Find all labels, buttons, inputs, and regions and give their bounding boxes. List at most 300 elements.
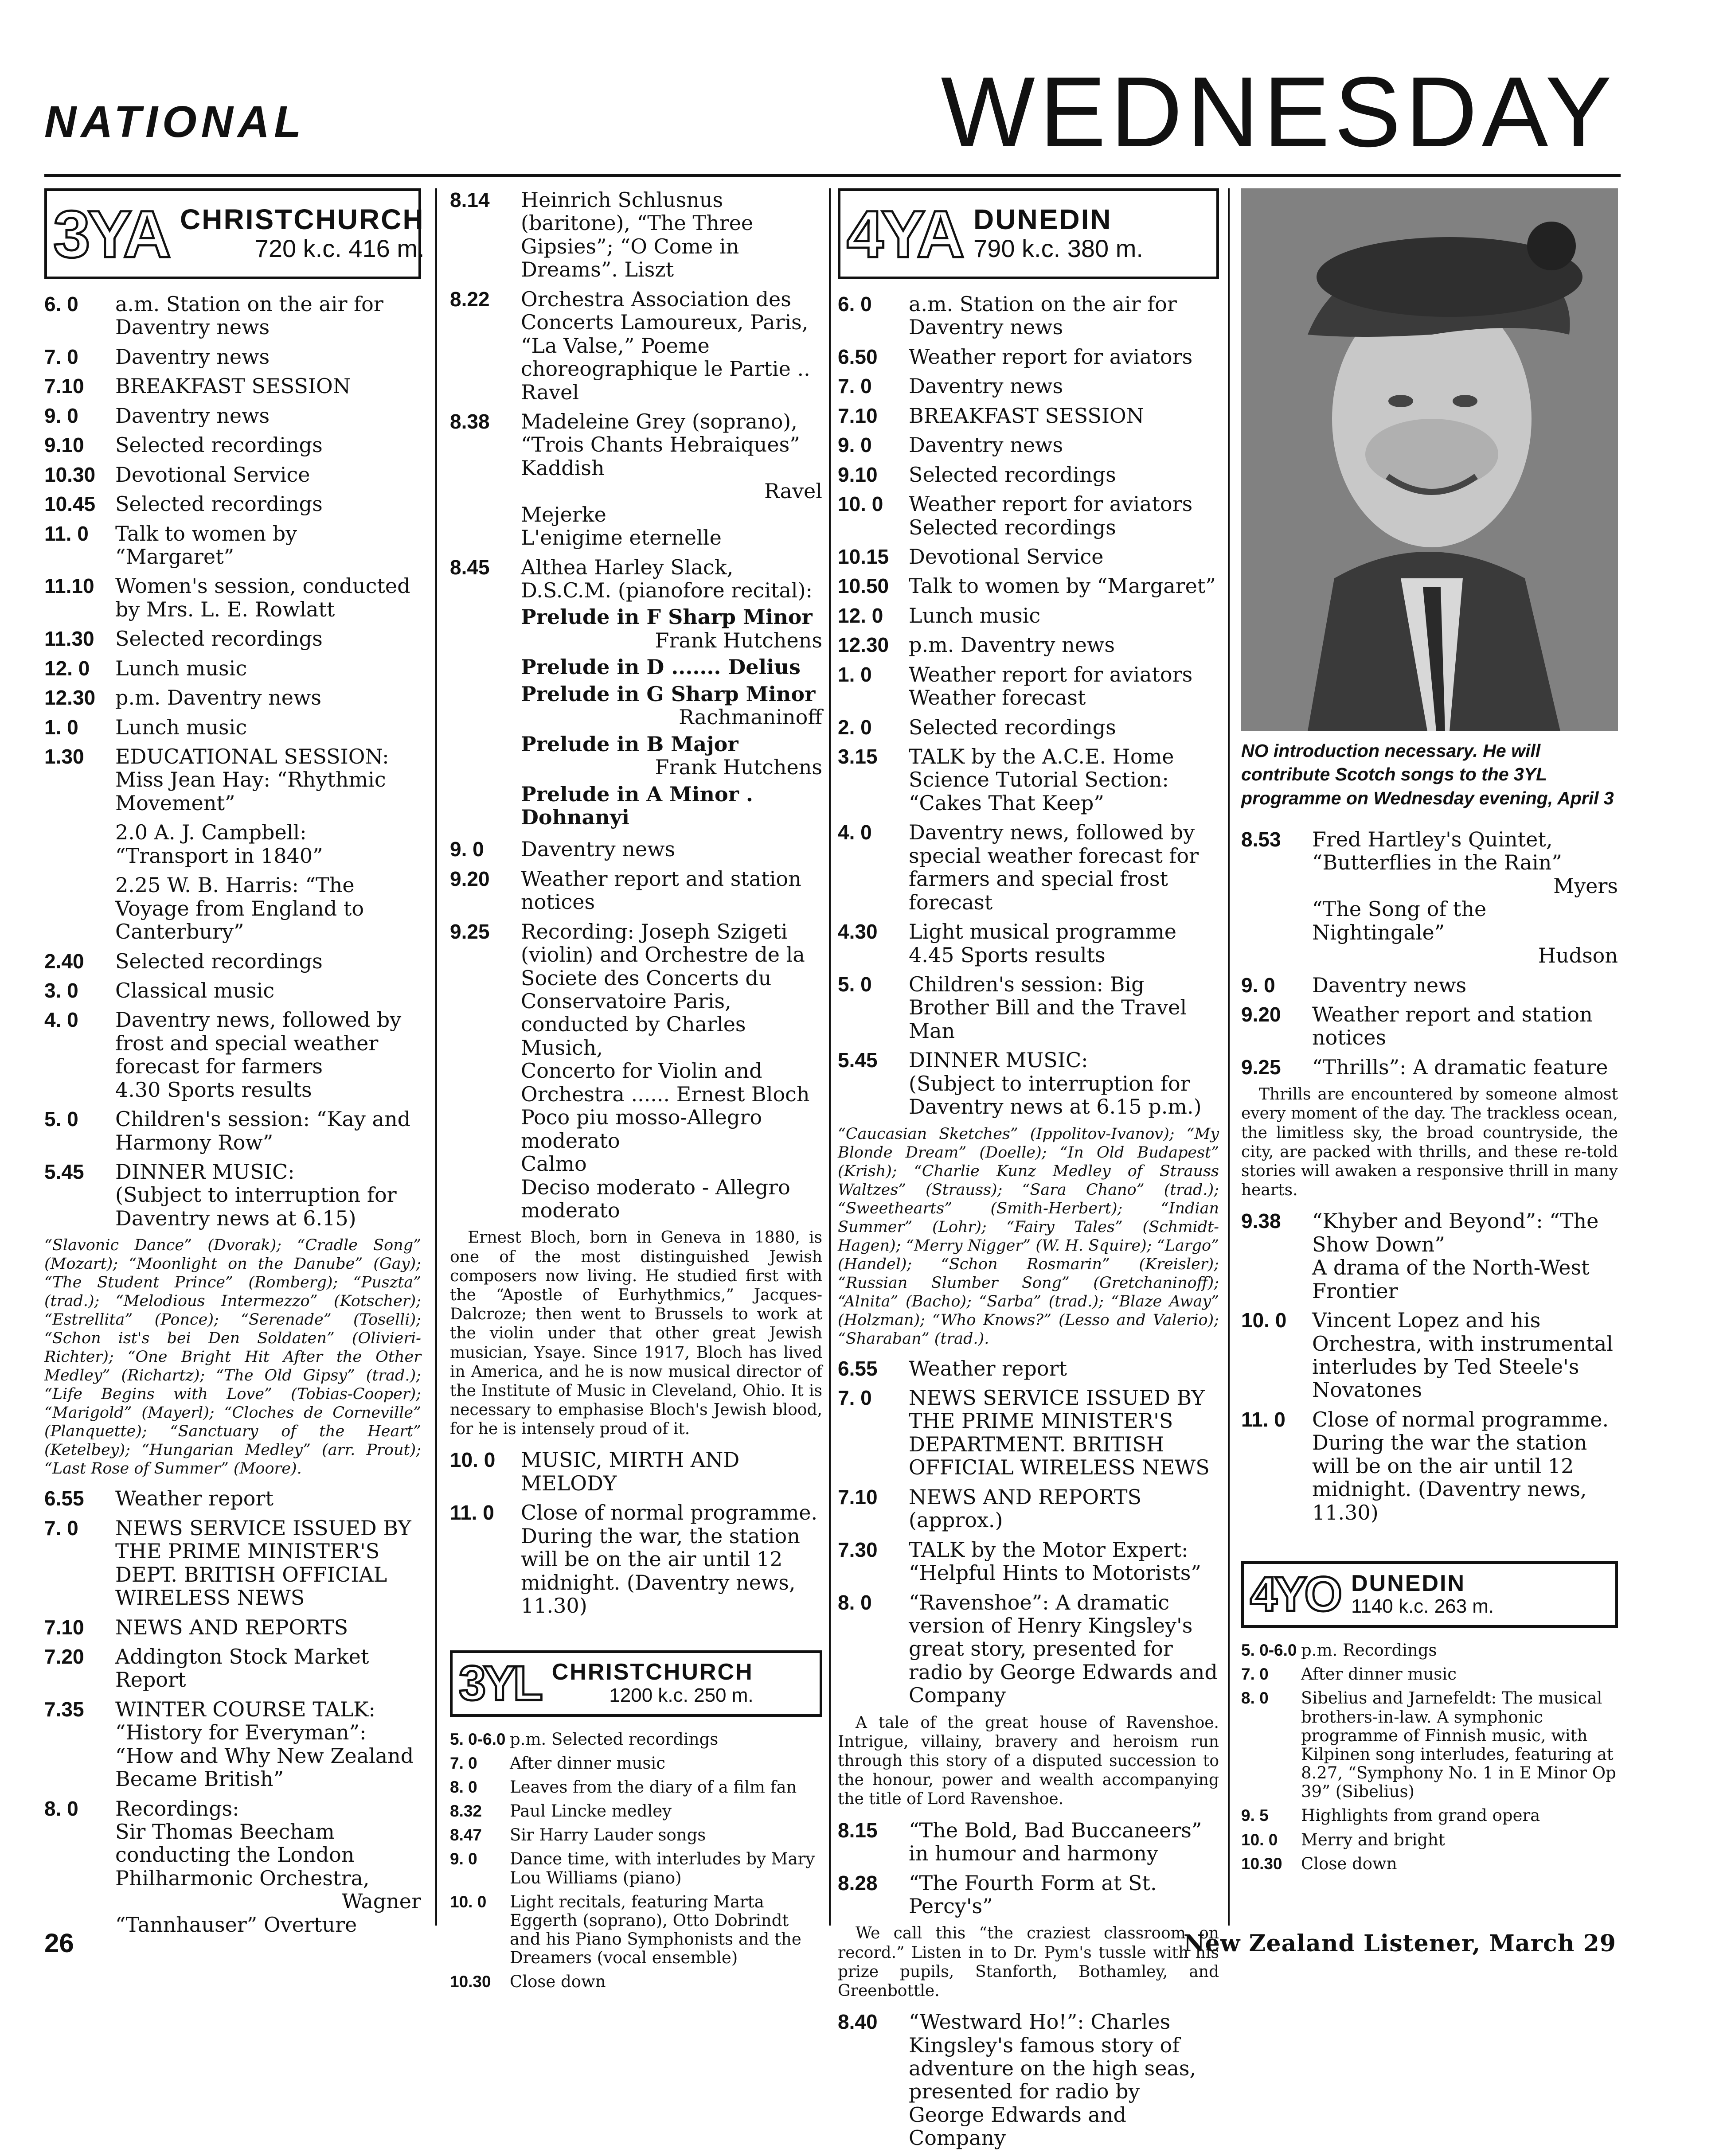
programme-item <box>44 1645 421 1692</box>
programme-description <box>909 1819 1219 1865</box>
programme-text: DINNER MUSIC: <box>115 1160 295 1184</box>
programme-item <box>450 838 822 861</box>
programme-time: 7.30 <box>838 1538 878 1561</box>
programme-description <box>1312 1408 1618 1524</box>
programme-text: Close of normal programme. During the war the station will be on the air until 12 midnight. (Daventry news, 11.30) <box>1312 1407 1609 1524</box>
programme-item <box>44 873 421 943</box>
programme-description <box>909 1485 1219 1532</box>
programme-item <box>450 867 822 914</box>
programme-text: After dinner music <box>510 1753 665 1773</box>
prelude-name: Prelude in G Sharp Minor <box>521 682 816 706</box>
ravenshoe-paragraph: A tale of the great house of Ravenshoe. Intrigue, villainy, bravery and heroism run through this story of a disputed succession to the honour, power and wealth accompanying the title of Lord Ravenshoe. <box>838 1713 1219 1809</box>
header-rule <box>44 174 1621 177</box>
programme-time: 10. 0 <box>1241 1309 1287 1332</box>
programme-time: 12.30 <box>838 633 889 657</box>
programme-item <box>450 920 822 1222</box>
bloch-paragraph: Ernest Bloch, born in Geneva in 1880, is one of the most distinguished Jewish composers now living. He studied first with the “Apostle of Eurhythmics,” Jacques-Dalcroze; then went to Brussels to work at the violin under that other great Jewish musician, Ysaye. Since 1917, Bloch has lived in America, and he is now musical director of the Institute of Music in Cleveland, Ohio. It is necessary to emphasise Bloch's Jewish blood, for he is intensely proud of it. <box>450 1228 822 1439</box>
programme-text: “The Bold, Bad Buccaneers” in humour and harmony <box>909 1818 1202 1866</box>
programme-text: Weather report <box>909 1356 1067 1380</box>
programme-time: 7. 0 <box>838 374 872 398</box>
programme-time: 6. 0 <box>838 292 872 316</box>
programme-time: 7.20 <box>44 1645 84 1668</box>
programme-time: 2.40 <box>44 949 84 973</box>
column-4ya <box>838 188 1219 2156</box>
programme-description <box>1312 1209 1618 1302</box>
programme-text: Madeleine Grey (soprano), “Trois Chants Hebraiques” <box>521 409 800 457</box>
programme-text: “Westward Ho!”: Charles Kingsley's famous story of adventure on the high seas, presented for radio by George Edwards and Company <box>909 2010 1196 2150</box>
prelude-name: Prelude in B Major <box>521 732 738 756</box>
programme-item <box>44 374 421 398</box>
programme-text: Close down <box>510 1972 606 1992</box>
programme-item <box>44 1160 421 1230</box>
programme-time: 11. 0 <box>44 522 89 545</box>
programme-text: After dinner music <box>1301 1665 1457 1684</box>
programme-time: 6.55 <box>838 1357 878 1380</box>
programme-time: 7. 0 <box>44 1516 78 1540</box>
programme-text: BREAKFAST SESSION <box>909 403 1144 428</box>
programme-description <box>909 663 1219 710</box>
programme-text: BREAKFAST SESSION <box>115 374 351 398</box>
programme-description <box>1301 1641 1618 1660</box>
programme-time: 8.40 <box>838 2010 878 2034</box>
column-3ya-evening <box>450 188 822 1997</box>
programme-time: 9.20 <box>1241 1002 1281 1026</box>
programme-time: 9. 0 <box>450 838 484 861</box>
programme-time: 10. 0 <box>1241 1830 1278 1849</box>
prelude-list <box>450 605 822 829</box>
programme-time: 9.38 <box>1241 1209 1281 1233</box>
programme-description <box>909 404 1219 427</box>
programme-text: Althea Harley Slack, D.S.C.M. (pianofore recital): <box>521 555 813 602</box>
programme-subline: Concerto for Violin and Orchestra ...... Ernest Bloch <box>521 1059 810 1106</box>
programme-item <box>44 686 421 709</box>
station-callsign: 3YA <box>53 196 169 271</box>
programme-time <box>44 821 115 867</box>
programme-item <box>1241 1408 1618 1524</box>
programme-time: 8.38 <box>450 409 490 433</box>
thrills-paragraph: Thrills are encountered by someone almost every moment of the day. The trackless ocean, the limitless sky, the broad countryside, the city, are packed with thrills, and these re-told stories will awaken a responsive thrill in many hearts. <box>1241 1085 1618 1200</box>
programme-text: Talk to women by “Margaret” <box>909 574 1216 598</box>
prelude-item <box>521 655 822 678</box>
station-city: DUNEDIN <box>1351 1570 1466 1596</box>
programme-description <box>510 1730 822 1749</box>
programme-item <box>838 433 1219 456</box>
prelude-name: Prelude in F Sharp Minor <box>521 605 813 629</box>
programme-item <box>838 633 1219 656</box>
station-frequency: 790 k.c. 380 m. <box>973 234 1143 263</box>
programme-time: 5. 0 <box>44 1107 78 1131</box>
programme-text: Daventry news <box>1312 973 1467 997</box>
programme-item <box>1241 1806 1618 1825</box>
programme-time: 8.32 <box>450 1802 482 1821</box>
programme-text: “Ravenshoe”: A dramatic version of Henry Kingsley's great story, presented for radio by George Edwards and Company <box>909 1590 1218 1708</box>
programme-description <box>115 404 421 427</box>
programme-subline: A drama of the North-West Frontier <box>1312 1255 1590 1303</box>
programme-item <box>838 973 1219 1042</box>
programme-description <box>115 950 421 973</box>
programme-item <box>44 1008 421 1101</box>
column-divider <box>435 188 437 1926</box>
programme-item <box>44 1107 421 1154</box>
programme-text: Close down <box>1301 1854 1397 1873</box>
station-city: CHRISTCHURCH <box>551 1659 754 1685</box>
programme-text: Leaves from the diary of a film fan <box>510 1777 797 1797</box>
programme-time: 9.25 <box>1241 1055 1281 1079</box>
programme-description <box>115 1517 421 1610</box>
programme-item <box>450 1973 822 1991</box>
prelude-item <box>521 733 822 779</box>
programme-description <box>909 920 1219 967</box>
station-frequency: 720 k.c. 416 m. <box>254 234 425 263</box>
programme-item <box>838 1049 1219 1118</box>
programme-item <box>44 950 421 973</box>
programme-item <box>1241 1309 1618 1402</box>
programme-item <box>838 716 1219 739</box>
programme-item <box>44 1616 421 1639</box>
programme-item <box>450 288 822 404</box>
programme-time: 10. 0 <box>450 1448 496 1472</box>
programme-description <box>115 627 421 650</box>
programme-subline: “Tannhauser” Overture <box>115 1912 357 1937</box>
programme-text: Children's session: “Kay and Harmony Row” <box>115 1107 411 1154</box>
programme-item <box>838 1871 1219 1918</box>
photo-caption: NO introduction necessary. He will contribute Scotch songs to the 3YL programme on Wednesday evening, April 3 <box>1241 741 1614 808</box>
programme-description <box>115 979 421 1002</box>
programme-time: 9. 5 <box>1241 1806 1269 1825</box>
programme-item <box>450 1778 822 1797</box>
programme-description <box>115 433 421 456</box>
programme-item <box>1241 1689 1618 1801</box>
programme-text: Lunch music <box>115 715 247 739</box>
programme-description <box>1312 828 1618 967</box>
programme-item <box>1241 1056 1618 1079</box>
programme-description <box>521 288 822 404</box>
programme-description <box>909 545 1219 568</box>
programme-item <box>838 404 1219 427</box>
programme-description <box>1312 1003 1618 1049</box>
programme-item <box>450 188 822 281</box>
programme-description <box>909 463 1219 486</box>
programme-time: 10. 0 <box>450 1892 487 1911</box>
programme-text: Orchestra Association des Concerts Lamoureux, Paris, “La Valse,” Poeme choreographique le Partie .. Ravel <box>521 287 810 404</box>
programme-time: 9. 0 <box>1241 973 1275 997</box>
programme-text: “The Fourth Form at St. Percy's” <box>909 1871 1157 1918</box>
programme-description <box>115 1160 421 1230</box>
station-callsign: 4YO <box>1250 1567 1340 1622</box>
magazine-footer: New Zealand Listener, March 29 <box>1184 1930 1616 1957</box>
programme-item <box>450 556 822 602</box>
programme-time: 9.20 <box>450 867 490 890</box>
programme-subline: Deciso moderato - Allegro moderato <box>521 1175 790 1222</box>
programme-description <box>115 522 421 569</box>
programme-description <box>909 1538 1219 1585</box>
programme-time: 12. 0 <box>44 656 90 680</box>
programme-text: Addington Stock Market Report <box>115 1644 369 1692</box>
programme-time <box>44 873 115 943</box>
programme-text: p.m. Selected recordings <box>510 1729 719 1749</box>
programme-description <box>909 574 1219 597</box>
programme-time: 7.10 <box>44 1615 84 1639</box>
programme-item <box>838 1485 1219 1532</box>
dinner-music-note: “Caucasian Sketches” (Ippolitov-Ivanov); “My Blonde Dream” (Doelle); “In Old Budapest” (Krish); “Charlie Kunz Medley of Strauss Waltzes” (Strauss); “Sara Chano” (trad.); “Sweethearts” (Smith-Herbert); “Indian Summer” (Lohr); “Fairy Tales” (Schmidt-Hagen); “Merry Nigger” (W. H. Squire); “Largo” (Handel); “Schon Rosmarin” (Kreisler); “Russian Slumber Song” (Gretchaninoff); “Alnita” (Bacho); “Sarba” (trad.); “Blaze Away” (Holzman); “Who Knows?” (Lesso and Valerio); “Sharaban” (trad.). <box>838 1125 1219 1348</box>
programme-composer: Myers <box>1553 873 1618 898</box>
station-banner-4ya <box>838 188 1219 279</box>
programme-text: Weather report and station notices <box>1312 1002 1593 1050</box>
programme-text: Heinrich Schlusnus (baritone), “The Three Gipsies”; “O Come in Dreams”. Liszt <box>521 188 754 282</box>
prelude-composer: Rachmaninoff <box>679 705 822 729</box>
programme-time: 7.10 <box>838 1485 878 1509</box>
programme-text: Sir Harry Lauder songs <box>510 1825 706 1845</box>
programme-time: 5. 0-6.0 <box>1241 1641 1297 1660</box>
programme-description <box>909 745 1219 815</box>
programme-description <box>115 1487 421 1510</box>
programme-text: EDUCATIONAL SESSION: Miss Jean Hay: “Rhythmic Movement” <box>115 745 389 815</box>
programme-subline: (Subject to interruption for Daventry news at 6.15 p.m.) <box>909 1071 1202 1119</box>
programme-text: Paul Lincke medley <box>510 1801 672 1821</box>
station-callsign: 3YL <box>459 1656 540 1711</box>
programme-text: p.m. Recordings <box>1301 1641 1437 1660</box>
programme-item <box>838 745 1219 815</box>
programme-text: Daventry news, followed by special weather forecast for farmers and special frost forecast <box>909 820 1199 914</box>
programme-time-note: (approx.) <box>909 1508 1003 1532</box>
programme-time: 5. 0 <box>838 972 872 996</box>
programme-item <box>44 1698 421 1791</box>
programme-text: Recording: Joseph Szigeti (violin) and Orchestre de la Societe des Concerts du Conservatoire Paris, conducted by Charles Musich, <box>521 919 805 1060</box>
programme-composer: Ravel <box>764 479 822 503</box>
programme-subline: “The Song of the Nightingale” <box>1312 897 1487 944</box>
programme-text: Merry and bright <box>1301 1830 1445 1849</box>
programme-item <box>1241 1665 1618 1684</box>
programme-text: p.m. Daventry news <box>115 686 321 710</box>
programme-description <box>909 345 1219 368</box>
programme-description <box>521 410 822 550</box>
programme-item <box>838 663 1219 710</box>
station-banner-3ya <box>44 188 425 279</box>
programme-description <box>115 374 421 398</box>
station-banner-3yl <box>450 1650 822 1717</box>
programme-text: Weather report and station notices <box>521 866 801 914</box>
programme-text: Selected recordings <box>115 627 323 651</box>
station-frequency: 1200 k.c. 250 m. <box>609 1684 754 1706</box>
programme-text: Selected recordings <box>909 715 1116 739</box>
programme-item <box>838 345 1219 368</box>
programme-text: TALK by the A.C.E. Home Science Tutorial Section: “Cakes That Keep” <box>909 745 1174 815</box>
column-3ya <box>44 188 425 1942</box>
programme-description <box>1312 974 1618 997</box>
programme-item <box>44 1517 421 1610</box>
programme-composer: Hudson <box>1538 943 1618 968</box>
portrait-illustration <box>1241 188 1618 731</box>
programme-text: Classical music <box>115 978 275 1002</box>
programme-description <box>521 867 822 914</box>
programme-description <box>521 920 822 1222</box>
programme-time: 6.50 <box>838 345 878 368</box>
programme-item <box>44 522 421 569</box>
programme-time: 8. 0 <box>44 1797 78 1820</box>
programme-time: 10.30 <box>44 463 96 486</box>
programme-item <box>44 627 421 650</box>
programme-item <box>44 345 421 368</box>
programme-time: 11. 0 <box>450 1501 494 1524</box>
programme-item <box>838 1819 1219 1865</box>
programme-item <box>1241 1831 1618 1849</box>
programme-time: 8. 0 <box>838 1591 872 1614</box>
programme-item <box>44 574 421 621</box>
programme-item <box>44 1487 421 1510</box>
programme-description <box>1312 1056 1618 1079</box>
programme-time: 6. 0 <box>44 292 78 316</box>
programme-description <box>521 556 822 602</box>
programme-description <box>521 1448 822 1495</box>
programme-text: Selected recordings <box>115 433 323 457</box>
programme-time: 8.15 <box>838 1818 878 1842</box>
programme-time: 2. 0 <box>838 715 872 739</box>
programme-item <box>838 2010 1219 2150</box>
programme-subline: Mejerke <box>521 502 606 526</box>
dinner-music-note: “Slavonic Dance” (Dvorak); “Cradle Song” (Mozart); “Moonlight on the Danube” (Gay); “The Student Prince” (Romberg); “Puszta” (trad.); “Melodious Intermezzo” (Kotscher); “Estrellita” (Ponce); “Serenade” (Toselli); “Schon ist's bei Den Soldaten” (Olivieri-Richter); “One Bright Hit After the Other Medley” (Richartz); “The Old Gipsy” (trad.); “Life Begins with Love” (Tobias-Cooper); “Marigold” (Mayerl); “Cloches de Corneville” (Planquette); “Sanctuary of the Heart” (Ketelbey); “Hungarian Medley” (arr. Prout); “Last Rose of Summer” (Moore). <box>44 1236 421 1478</box>
programme-description <box>115 1616 421 1639</box>
programme-item <box>838 821 1219 914</box>
prelude-item <box>521 783 822 829</box>
programme-time: 10. 0 <box>838 492 883 516</box>
programme-text: Women's session, conducted by Mrs. L. E. Rowlatt <box>115 574 410 621</box>
programme-item <box>838 1386 1219 1479</box>
programme-description <box>115 574 421 621</box>
programme-item <box>838 604 1219 627</box>
programme-description <box>115 1008 421 1101</box>
programme-description <box>909 1386 1219 1479</box>
programme-description <box>909 633 1219 656</box>
programme-text: WINTER COURSE TALK: “History for Everyman”: “How and Why New Zealand Became British” <box>115 1697 414 1791</box>
prelude-composer: Frank Hutchens <box>655 755 822 780</box>
programme-text: Daventry news <box>115 403 270 428</box>
portrait-photo <box>1241 188 1618 731</box>
programme-description <box>115 745 421 815</box>
prelude-name: Prelude in D ....... Delius <box>521 655 801 679</box>
programme-time: 7.10 <box>44 374 84 398</box>
programme-time: 11.10 <box>44 574 94 598</box>
programme-description <box>1301 1855 1618 1873</box>
programme-time: 3.15 <box>838 745 878 768</box>
programme-item <box>450 1850 822 1887</box>
programme-description <box>510 1973 822 1991</box>
programme-subline: (Subject to interruption for Daventry news at 6.15) <box>115 1183 397 1230</box>
programme-subline: Poco piu mosso-Allegro moderato <box>521 1105 762 1153</box>
programme-time: 1. 0 <box>44 715 78 739</box>
programme-time: 7. 0 <box>450 1754 477 1772</box>
programme-time: 10.30 <box>450 1973 491 1991</box>
prelude-composer: Frank Hutchens <box>655 628 822 652</box>
programme-item <box>44 463 421 486</box>
programme-time: 7.35 <box>44 1697 84 1721</box>
programme-time: 8.28 <box>838 1871 878 1895</box>
column-divider <box>829 188 831 1926</box>
programme-text: Daventry news <box>909 433 1063 457</box>
programme-description <box>1312 1309 1618 1402</box>
programme-item <box>1241 1855 1618 1873</box>
programme-description <box>1301 1665 1618 1684</box>
programme-time: 8.53 <box>1241 827 1281 851</box>
programme-text: Fred Hartley's Quintet, <box>1312 827 1553 851</box>
programme-description <box>115 463 421 486</box>
programme-text: Daventry news <box>909 374 1063 398</box>
programme-time: 8.47 <box>450 1826 482 1844</box>
programme-time: 8.14 <box>450 188 490 211</box>
programme-description <box>909 1049 1219 1118</box>
programme-item <box>1241 1209 1618 1302</box>
programme-item <box>44 292 421 339</box>
programme-time: 11.30 <box>44 627 94 651</box>
programme-description <box>909 604 1219 627</box>
programme-description <box>521 1501 822 1617</box>
programme-text: Weather report for aviators Selected recordings <box>909 492 1193 539</box>
programme-text: Selected recordings <box>909 462 1116 487</box>
programme-text: NEWS SERVICE ISSUED BY THE PRIME MINISTER'S DEPT. BRITISH OFFICIAL WIRELESS NEWS <box>115 1516 411 1610</box>
programme-time: 4.30 <box>838 920 878 943</box>
programme-text: Devotional Service <box>909 544 1104 569</box>
programme-description <box>521 838 822 861</box>
programme-item <box>450 1501 822 1617</box>
programme-text: Daventry news <box>115 344 270 369</box>
programme-description <box>510 1754 822 1773</box>
programme-text: Selected recordings <box>115 492 323 516</box>
programme-time: 8.45 <box>450 555 490 579</box>
programme-subline: L'enigime eternelle <box>521 526 722 550</box>
programme-description <box>909 433 1219 456</box>
programme-time: 12.30 <box>44 686 96 710</box>
programme-time: 10.30 <box>1241 1854 1282 1873</box>
programme-item <box>1241 1641 1618 1660</box>
programme-description <box>510 1802 822 1821</box>
programme-time: 7. 0 <box>1241 1665 1269 1684</box>
programme-time: 12. 0 <box>838 604 883 627</box>
programme-item <box>450 1448 822 1495</box>
programme-description <box>909 1357 1219 1380</box>
programme-item <box>838 920 1219 967</box>
fourth-form-paragraph: We call this “the craziest classroom on record.” Listen in to Dr. Pym's tussle with his prize pupils, Stanforth, Bothamley, and Greenbottle. <box>838 1924 1219 2000</box>
programme-item <box>450 1730 822 1749</box>
programme-text: MUSIC, MIRTH AND MELODY <box>521 1448 740 1495</box>
programme-item <box>450 1754 822 1773</box>
programme-time: 7.10 <box>838 404 878 427</box>
programme-text: Daventry news <box>521 837 676 862</box>
programme-time: 3. 0 <box>44 979 78 1002</box>
programme-description <box>909 1871 1219 1918</box>
programme-description <box>1301 1831 1618 1849</box>
programme-time: 6.55 <box>44 1487 84 1510</box>
programme-description <box>1301 1806 1618 1825</box>
programme-description <box>510 1778 822 1797</box>
programme-time: 10.45 <box>44 492 96 516</box>
programme-text: NEWS AND REPORTS <box>909 1485 1142 1509</box>
programme-description <box>115 873 421 943</box>
programme-item <box>450 1893 822 1968</box>
programme-description <box>115 1698 421 1791</box>
programme-text: Light musical programme <box>909 920 1176 944</box>
programme-description <box>521 188 822 281</box>
programme-item <box>838 1591 1219 1707</box>
programme-subline: Calmo <box>521 1152 587 1176</box>
programme-description <box>1301 1689 1618 1801</box>
programme-description <box>115 657 421 680</box>
programme-item <box>838 463 1219 486</box>
programme-text: Talk to women by “Margaret” <box>115 521 297 569</box>
programme-item <box>1241 1003 1618 1049</box>
programme-item <box>838 1357 1219 1380</box>
programme-text: p.m. Daventry news <box>909 633 1115 657</box>
programme-time: 1.30 <box>44 745 84 768</box>
programme-subline: Sir Thomas Beecham conducting the London Philharmonic Orchestra, <box>115 1820 370 1890</box>
